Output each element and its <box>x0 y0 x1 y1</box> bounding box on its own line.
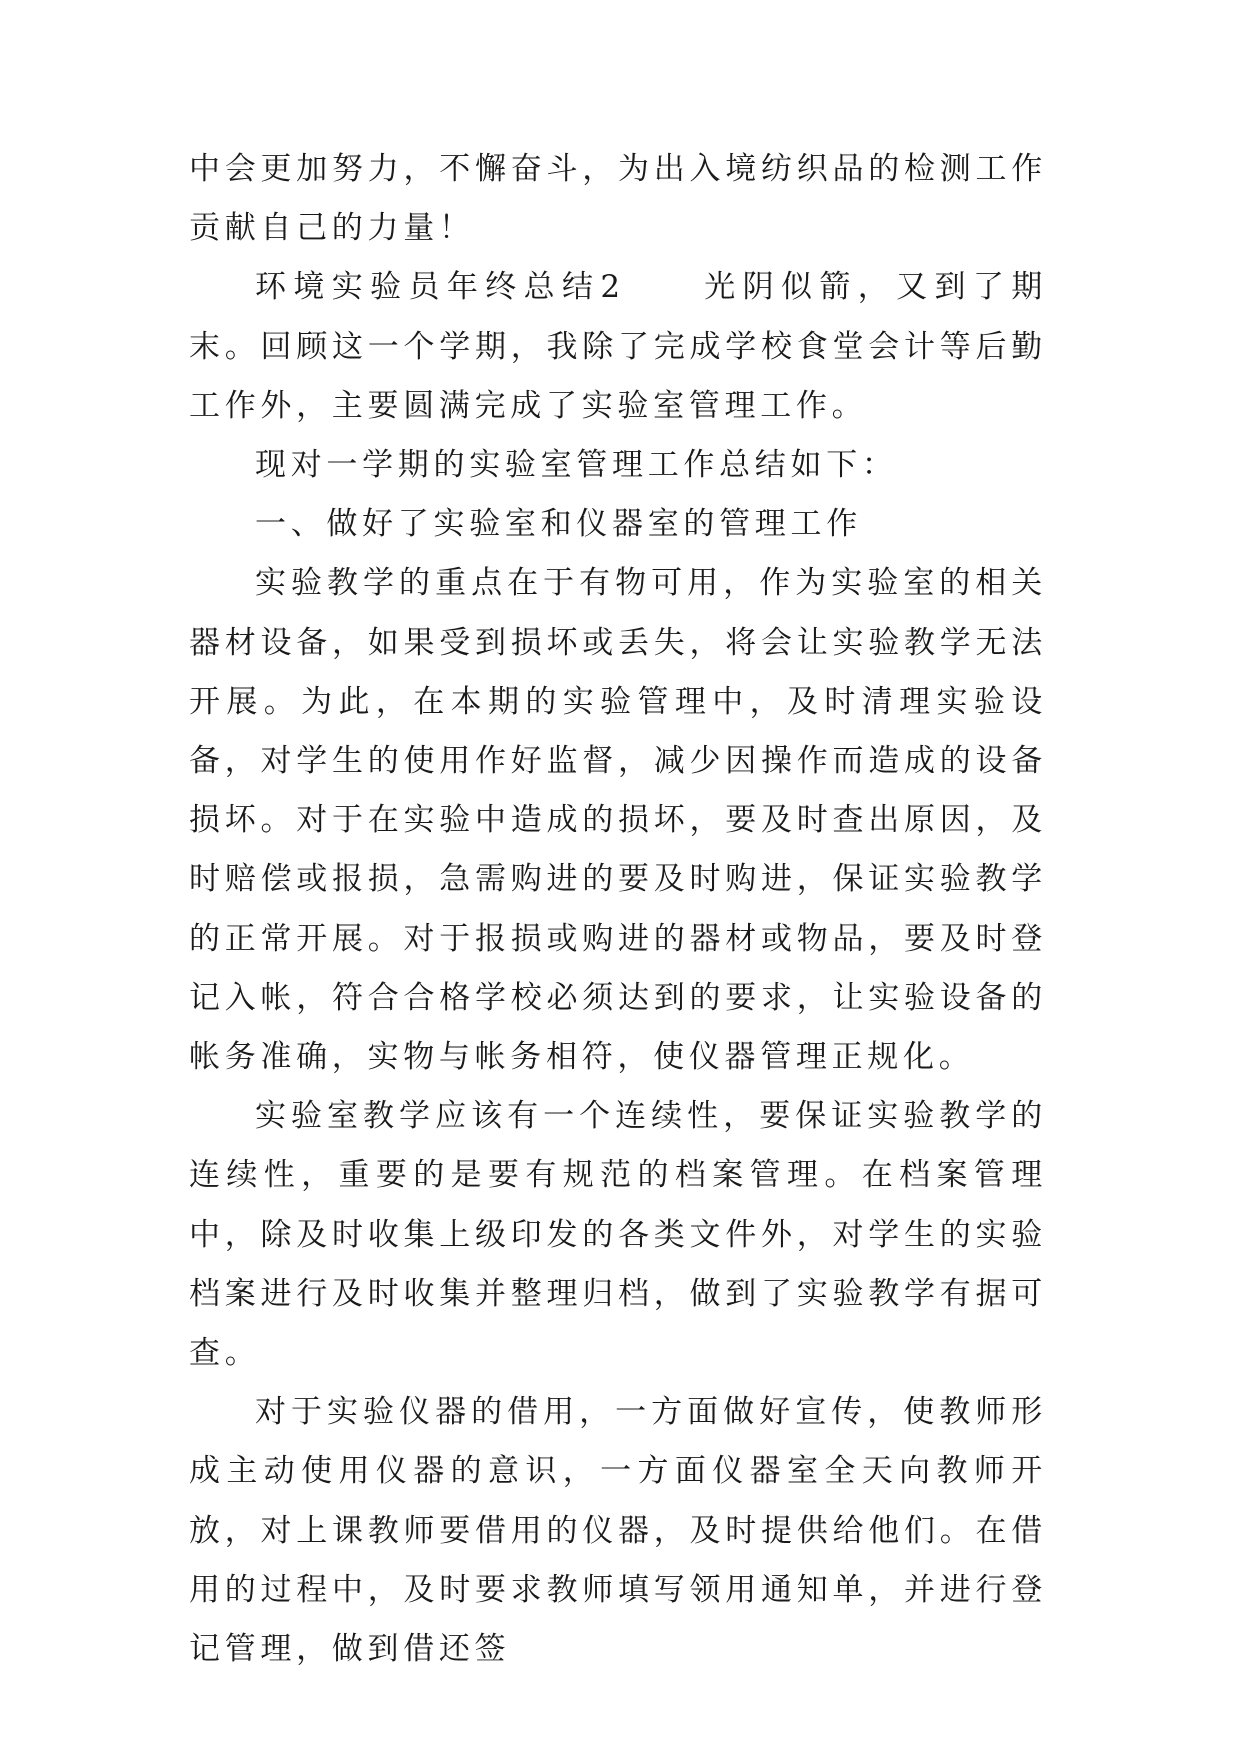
section-heading: 一、做好了实验室和仪器室的管理工作 <box>255 506 862 543</box>
paragraph-1: 中会更加努力，不懈奋斗，为出入境纺织品的检测工作贡献自己的力量！ <box>189 151 1047 247</box>
document-page <box>189 140 1047 1679</box>
paragraph-5: 实验教学的重点在于有物可用，作为实验室的相关器材设备，如果受到损坏或丢失，将会让实验教学无法开展。为此，在本期的实验管理中，及时清理实验设备，对学生的使用作好监督，减少因操作而造成的设备损坏。对于在实验中造成的损坏，要及时查出原因，及时赔偿或报损，急需购进的要及时购进，保证实验教学的正常开展。对于报损或购进的器材或物品，要及时登记入帐，符合合格学校必须达到的要求，让实验设备的帐务准确，实物与帐务相符，使仪器管理正规化。 <box>189 565 1047 1076</box>
paragraph-6: 实验室教学应该有一个连续性，要保证实验教学的连续性，重要的是要有规范的档案管理。在档案管理中，除及时收集上级印发的各类文件外，对学生的实验档案进行及时收集并整理归档，做到了实验教学有据可查。 <box>189 1098 1047 1372</box>
paragraph-7: 对于实验仪器的借用，一方面做好宣传，使教师形成主动使用仪器的意识，一方面仪器室全天向教师开放，对上课教师要借用的仪器，及时提供给他们。在借用的过程中，及时要求教师填写领用通知单，并进行登记管理，做到借还签 <box>189 1394 1047 1668</box>
paragraph-3: 现对一学期的实验室管理工作总结如下： <box>255 447 898 484</box>
paragraph-2: 环境实验员年终总结2 光阴似箭，又到了期末。回顾这一个学期，我除了完成学校食堂会计等后勤工作外，主要圆满完成了实验室管理工作。 <box>189 269 1047 424</box>
